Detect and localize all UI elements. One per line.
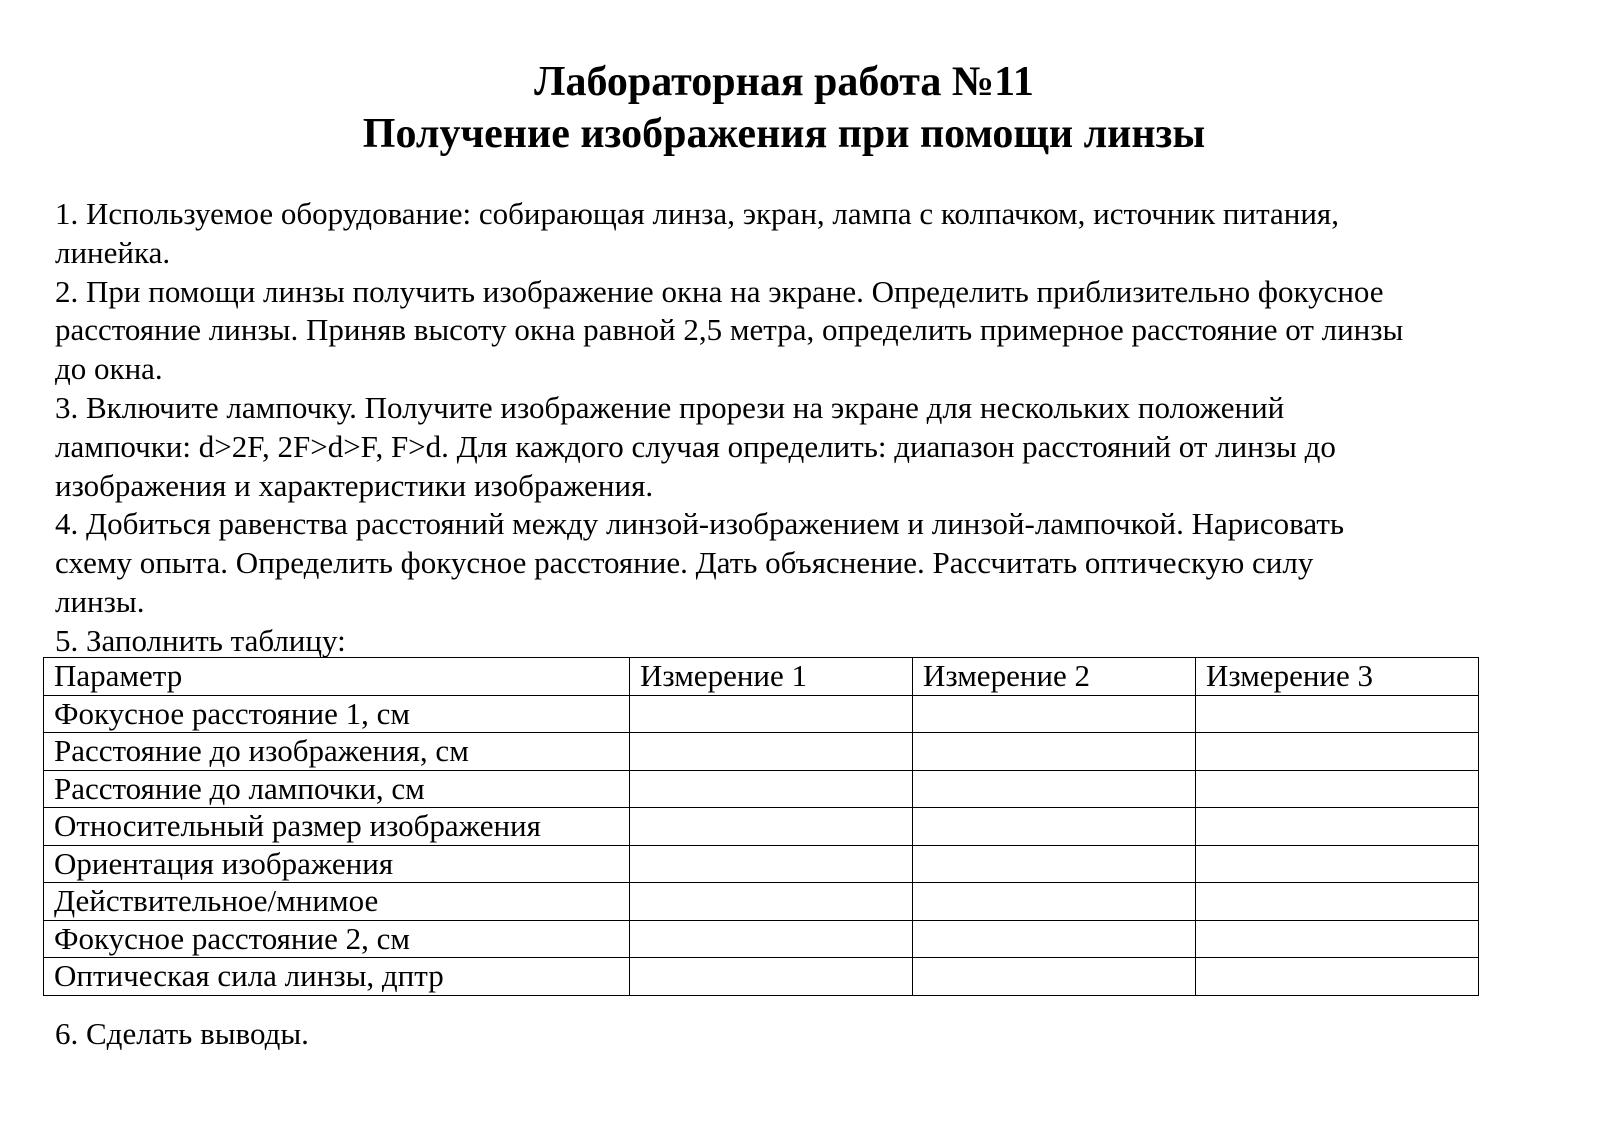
- measurement-cell-empty: [913, 845, 1196, 883]
- parameter-cell: Фокусное расстояние 1, см: [44, 695, 630, 733]
- parameter-cell: Действительное/мнимое: [44, 883, 630, 921]
- text-line: схему опыта. Определить фокусное расстояние. Дать объяснение. Рассчитать оптическую силу: [55, 545, 1314, 581]
- header-cell: Параметр: [44, 658, 630, 696]
- table-row: [44, 808, 1479, 846]
- parameter-cell: Фокусное расстояние 2, см: [44, 920, 630, 958]
- text-line: расстояние линзы. Приняв высоту окна равной 2,5 метра, определить примерное расстояние от линзы: [55, 312, 1404, 348]
- table-row: [44, 770, 1479, 808]
- text-line: 5. Заполнить таблицу:: [55, 622, 346, 658]
- instructions: [55, 195, 1403, 661]
- document-subtitle: Получение изображения при помощи линзы: [362, 111, 1206, 157]
- header-cell: Измерение 3: [1196, 658, 1479, 696]
- measurement-table: [43, 657, 1479, 996]
- measurement-cell-empty: [1196, 845, 1479, 883]
- measurement-cell-empty: [913, 958, 1196, 996]
- measurement-cell-empty: [913, 770, 1196, 808]
- text-line: 3. Включите лампочку. Получите изображение прорези на экране для нескольких положений: [55, 389, 1285, 425]
- table-row: [44, 920, 1479, 958]
- measurement-cell-empty: [1196, 920, 1479, 958]
- measurement-cell-empty: [1196, 883, 1479, 921]
- text-line: 1. Используемое оборудование: собирающая линза, экран, лампа с колпачком, источник питания,: [55, 196, 1339, 231]
- measurement-cell-empty: [913, 883, 1196, 921]
- measurement-cell-empty: [913, 733, 1196, 771]
- parameter-cell: Расстояние до лампочки, см: [44, 770, 630, 808]
- measurement-cell-empty: [630, 958, 913, 996]
- table-header-row: [44, 658, 1479, 696]
- table-row: [44, 958, 1479, 996]
- measurement-cell-empty: [1196, 733, 1479, 771]
- measurement-cell-empty: [630, 920, 913, 958]
- measurement-cell-empty: [630, 770, 913, 808]
- measurement-cell-empty: [913, 920, 1196, 958]
- parameter-cell: Относительный размер изображения: [44, 808, 630, 846]
- document-title: Лабораторная работа №11: [534, 59, 1034, 105]
- text-line: 4. Добиться равенства расстояний между линзой-изображением и линзой-лампочкой. Нарисовать: [55, 506, 1345, 542]
- text-line: 2. При помощи линзы получить изображение окна на экране. Определить приблизительно фокусное: [55, 273, 1384, 309]
- instruction-step: [55, 273, 1403, 389]
- text-line: лампочки: d>2F, 2F>d>F, F>d. Для каждого случая определить: диапазон расстояний от линзы до: [55, 428, 1336, 464]
- measurement-cell-empty: [630, 733, 913, 771]
- parameter-cell: Оптическая сила линзы, дптр: [44, 958, 630, 996]
- measurement-cell-empty: [630, 695, 913, 733]
- measurement-cell-empty: [1196, 958, 1479, 996]
- conclusion-step: 6. Сделать выводы.: [55, 1016, 309, 1051]
- parameter-cell: Расстояние до изображения, см: [44, 733, 630, 771]
- header-cell: Измерение 2: [913, 658, 1196, 696]
- measurement-cell-empty: [630, 808, 913, 846]
- measurement-cell-empty: [1196, 695, 1479, 733]
- instruction-step: [55, 195, 1403, 273]
- instruction-step: [55, 389, 1403, 505]
- text-line: линейка.: [55, 234, 171, 270]
- header-cell: Измерение 1: [630, 658, 913, 696]
- measurement-cell-empty: [1196, 770, 1479, 808]
- measurement-cell-empty: [630, 883, 913, 921]
- measurement-cell-empty: [913, 808, 1196, 846]
- instruction-step: [55, 505, 1403, 621]
- table-row: [44, 845, 1479, 883]
- text-line: до окна.: [55, 351, 163, 387]
- table-row: [44, 733, 1479, 771]
- table-row: [44, 695, 1479, 733]
- text-line: линзы.: [55, 583, 145, 619]
- measurement-cell-empty: [630, 845, 913, 883]
- measurement-cell-empty: [913, 695, 1196, 733]
- parameter-cell: Ориентация изображения: [44, 845, 630, 883]
- instruction-step: [55, 622, 1403, 661]
- text-line: изображения и характеристики изображения.: [55, 467, 654, 503]
- measurement-cell-empty: [1196, 808, 1479, 846]
- table-row: [44, 883, 1479, 921]
